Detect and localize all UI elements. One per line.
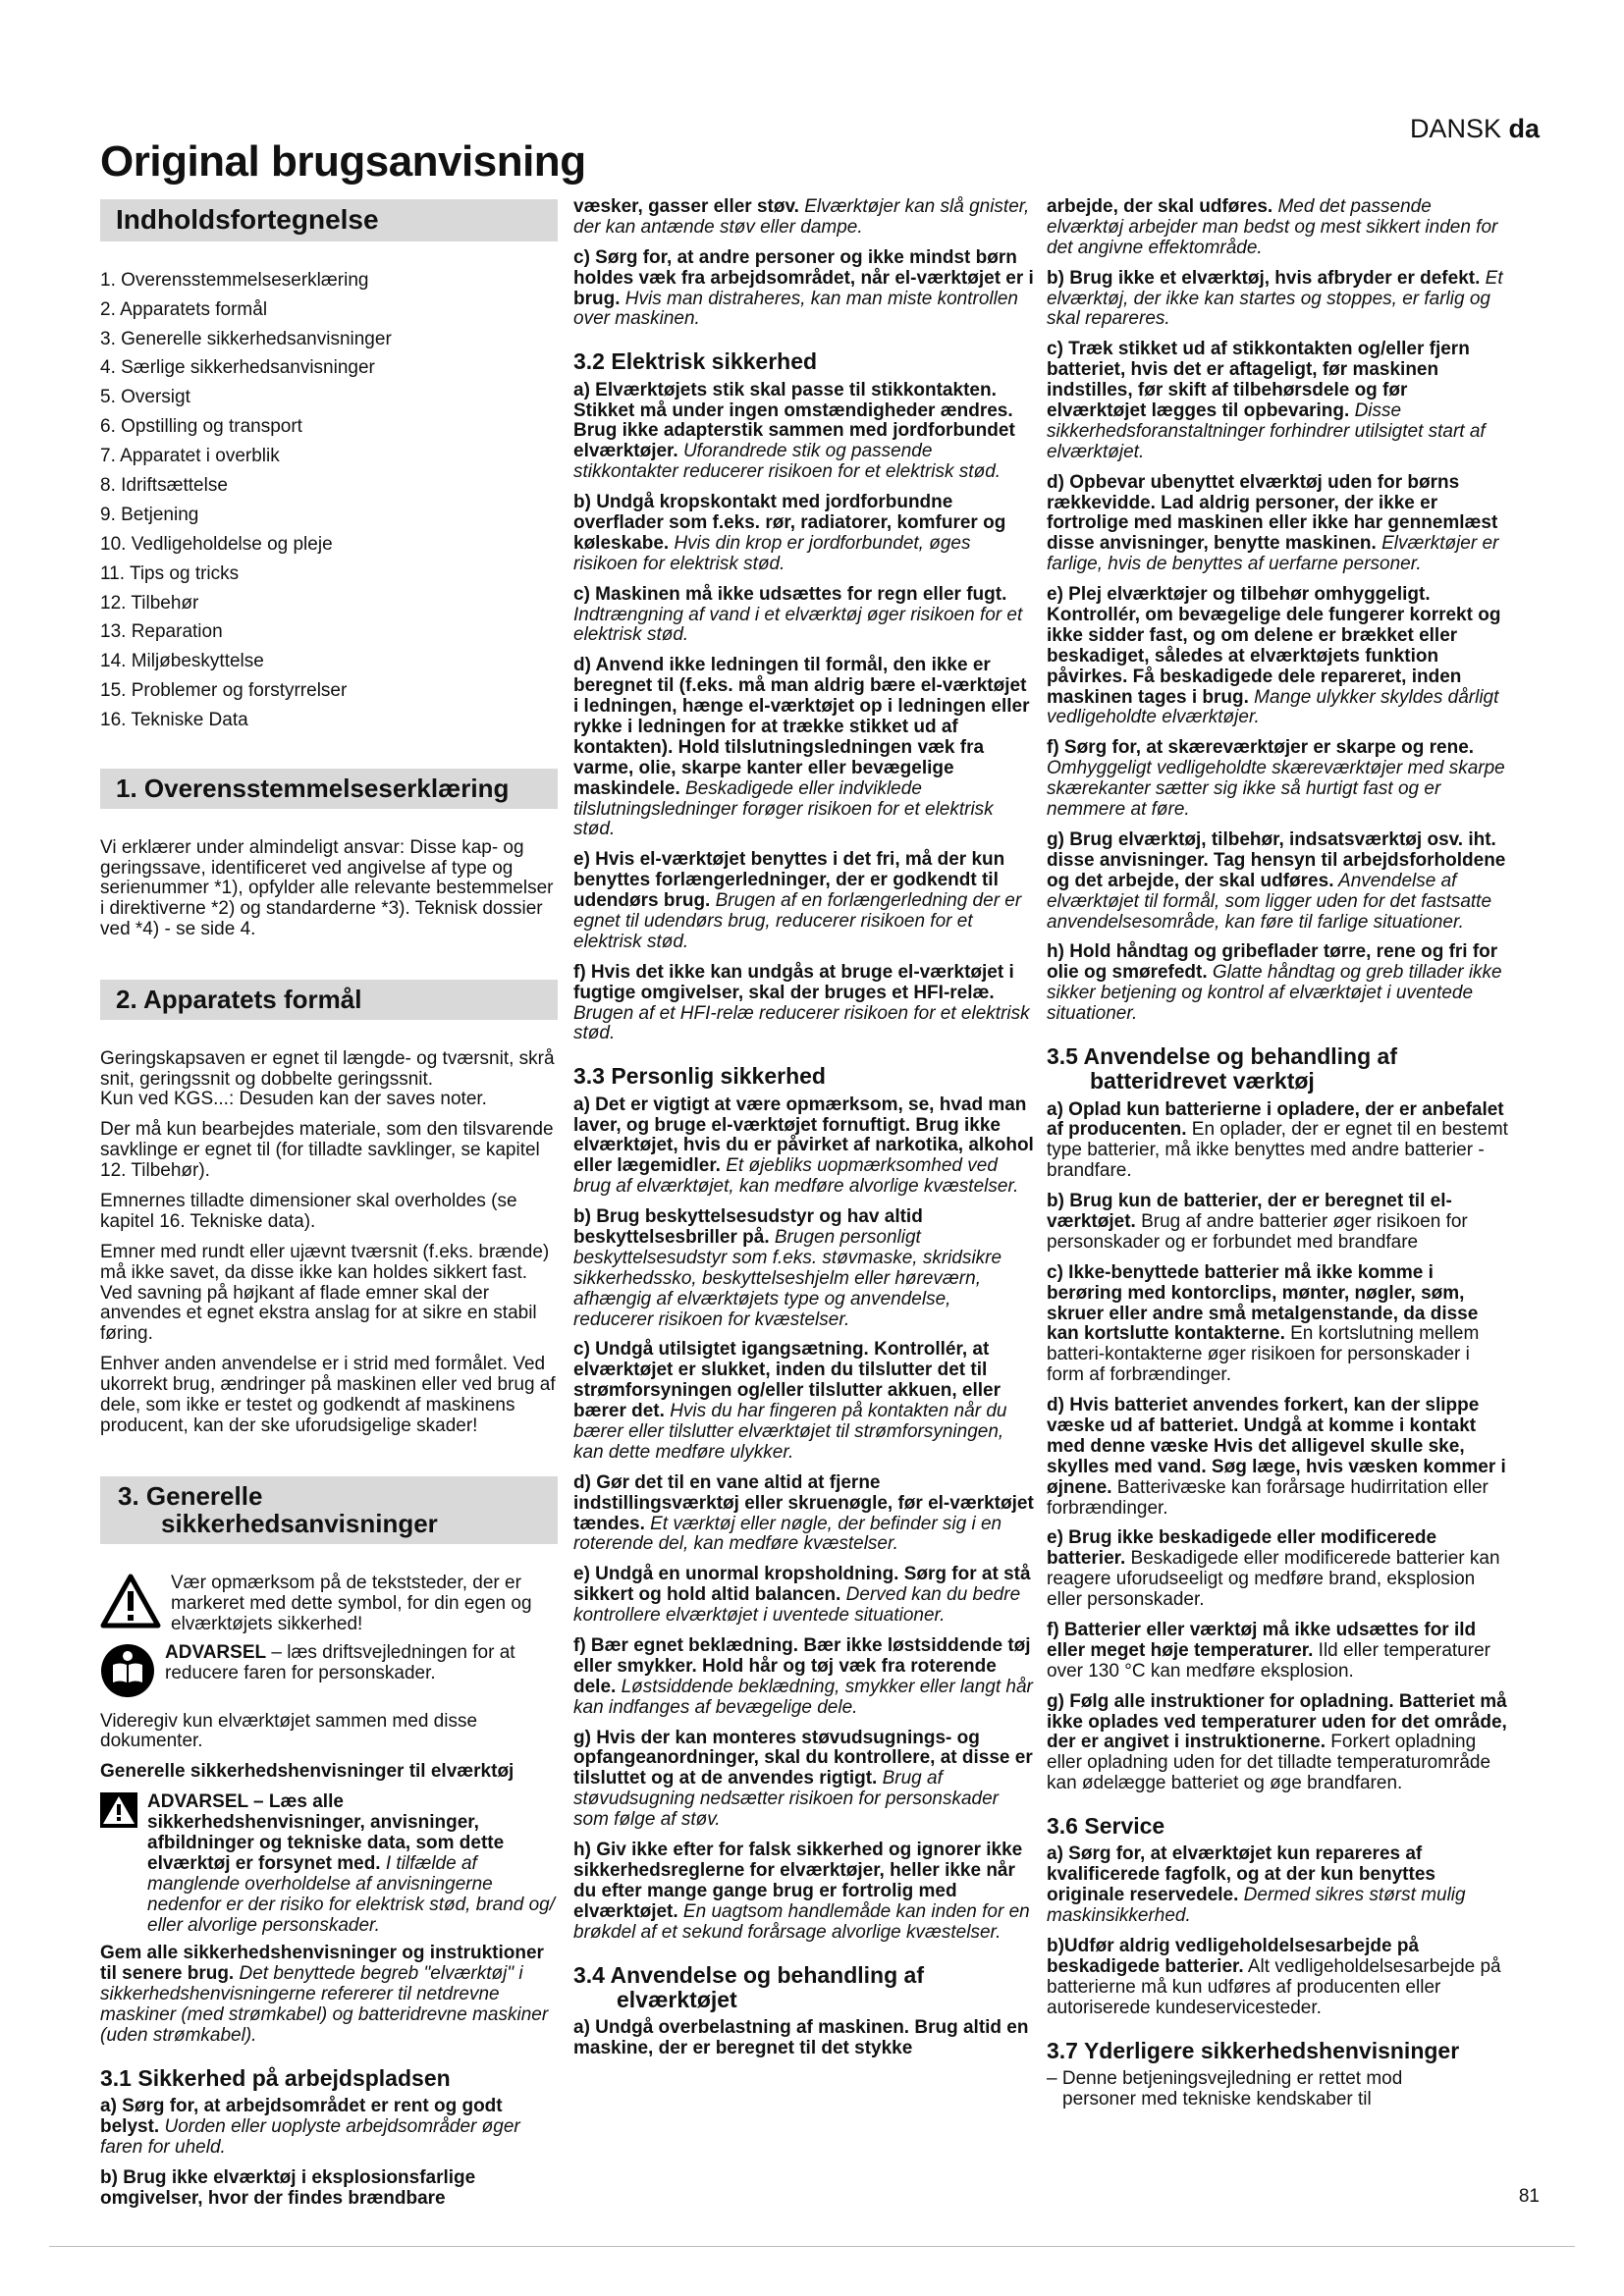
s35-f-bold: f) Batterier eller værktøj må ikke udsættes for ild eller meget høje temperaturer. [1047, 1620, 1477, 1661]
s34-g-bold: g) Brug elværktøj, tilbehør, indsatsværktøj osv. iht. disse anvisninger. Tag hensyn til arbejdsforholdene og det arbejde, der skal udføres. [1047, 828, 1506, 891]
s32-b-bold: b) Undgå kropskontakt med jordforbundne overflader som f.eks. rør, radiatorer, komfurer og køleskabe. [573, 492, 1006, 554]
section-1-heading: 1. Overensstemmelseserklæring [100, 769, 558, 809]
s33-g-italic: Brug af støvudsugning nedsætter risikoen for personskader som følge af støv. [573, 1768, 1000, 1831]
keep-instructions-italic: Det benyttede begreb "elværktøj" i sikkerhedshenvisningerne refererer til netdrevne maskiner (med strømkabel) og batteridrevne maskiner (uden strømkabel). [100, 1963, 549, 2047]
s31-item-c [573, 248, 1035, 331]
s33-item-f [573, 1636, 1035, 1719]
s35-item-c [1047, 1263, 1508, 1386]
s32-item-e [573, 850, 1035, 952]
section-2-heading: 2. Apparatets formål [100, 980, 558, 1020]
toc-item[interactable]: 8. Idriftsættelse [100, 475, 228, 497]
s31-b-bold: b) Brug ikke elværktøj i eksplosionsfarlige omgivelser, hvor der findes brændbare [100, 2166, 476, 2209]
s32-d-italic: Beskadigede eller indviklede tilslutningsledninger forøger risikoen for et elektrisk stød. [573, 777, 994, 840]
s31-item-b [100, 2168, 558, 2210]
section-2-p1b: Kun ved KGS...: Desuden kan der saves noter. [100, 1089, 487, 1110]
section-2-p2: Der må kun bearbejdes materiale, som den tilsvarende savklinge er egnet til (for tilladte savklinger, se kapitel 12. Tilbehør). [100, 1119, 554, 1182]
section-2-p4: Emner med rundt eller ujævnt tværsnit (f.eks. brænde) må ikke savet, da disse ikke kan holdes sikkert fast. Ved savning på højkant af flade emner skal der anvendes et egnet ekstra anslag for at sikre en stabil føring. [100, 1241, 550, 1345]
warning-triangle-icon [100, 1574, 161, 1634]
toc-item[interactable]: 11. Tips og tricks [100, 562, 240, 584]
toc-item[interactable]: 6. Opstilling og transport [100, 416, 302, 438]
s32-f-bold: f) Hvis det ikke kan undgås at bruge el-værktøjet i fugtige omgivelser, skal der bruges et HFI-relæ. [573, 961, 1014, 1003]
s33-a-italic: Et øjebliks uopmærksomhed ved brug af elværktøjet, kan medføre alvorlige kvæstelser. [573, 1155, 1019, 1198]
read-manual-icon [100, 1643, 155, 1704]
s33-f-italic: Løstsiddende beklædning, smykker eller langt hår kan indfanges af bevægelige dele. [573, 1676, 1033, 1718]
keep-instructions [100, 1944, 558, 2046]
s36-a-bold: a) Sørg for, at elværktøjet kun repareres af kvalificerede fagfolk, og at der kun benyttes originale reservedele. [1047, 1843, 1435, 1906]
s35-d-bold: d) Hvis batteriet anvendes forkert, kan der slippe væske ud af batteriet. Undgå at komme i kontakt med denne væske Hvis det alligevel skulle ske, skylles med vand. Søg læge, hvis væsken kommer i øjnene. [1047, 1395, 1506, 1498]
s33-item-b [573, 1207, 1035, 1330]
s32-f-italic: Brugen af et HFI-relæ reducerer risikoen for et elektrisk stød. [573, 1002, 1030, 1044]
warning-read-manual [100, 1643, 558, 1704]
section-3-heading-line2: sikkerhedsanvisninger [161, 1509, 438, 1539]
s34-item-d [1047, 473, 1508, 575]
s34-item-h [1047, 942, 1508, 1025]
s33-item-e [573, 1565, 1035, 1627]
s36-item-a [1047, 1844, 1508, 1927]
s35-a-bold: a) Oplad kun batterierne i opladere, der er anbefalet af producenten. [1047, 1098, 1504, 1141]
toc-item[interactable]: 1. Overensstemmelseserklæring [100, 269, 369, 291]
toc-item[interactable]: 4. Særlige sikkerhedsanvisninger [100, 357, 375, 379]
s33-item-h [573, 1841, 1035, 1943]
warning-triangle-icon [100, 1792, 137, 1834]
toc-list [100, 271, 558, 731]
warning-general-text: Vær opmærksom på de tekststeder, der er markeret med dette symbol, for din egen og elværktøjets sikkerhed! [171, 1573, 532, 1634]
s34-f-bold: f) Sørg for, at skæreværktøjer er skarpe og rene. [1047, 737, 1475, 759]
s34-item-f [1047, 738, 1508, 821]
warning-read-manual-body: – læs driftsvejledningen for at reducere faren for personskader. [165, 1641, 515, 1683]
s33-h-italic: En uagtsom handlemåde kan inden for en brøkdel af et sekund forårsage alvorlige kvæstelser. [573, 1900, 1030, 1943]
s33-b-italic: Brugen personligt beskyttelsesudstyr som f.eks. støvmaske, skridsikre sikkerhedssko, beskyttelseshjelm eller høreværn, afhængig af elværktøjets type og anvendelse, reducerer risikoen for kvæstelser. [573, 1227, 1002, 1330]
s35-item-g [1047, 1692, 1508, 1794]
s32-a-italic: Uforandrede stik og passende stikkontakter reducerer risikoen for et elektrisk stød. [573, 441, 1001, 483]
s34-d-bold: d) Opbevar ubenyttet elværktøj uden for børns rækkevidde. Lad aldrig personer, der ikke er fortrolige med maskinen eller ikke har gennemlæst disse anvisninger, benytte maskinen. [1047, 471, 1498, 555]
s34-a-bold-cont: arbejde, der skal udføres. [1047, 196, 1273, 217]
section-2-p3: Emnernes tilladte dimensioner skal overholdes (se kapitel 16. Tekniske data). [100, 1191, 517, 1232]
s35-e-text: Beskadigede eller modificerede batterier kan reagere uforudseeligt og medføre brand, eksplosion eller personskader. [1047, 1548, 1500, 1611]
s31-a-italic: Uorden eller uoplyste arbejdsområder øger faren for uheld. [100, 2116, 520, 2159]
s34-a-italic: Med det passende elværktøj arbejder man bedst og mest sikkert inden for det angivne effektområde. [1047, 196, 1498, 258]
section-3-2-heading: 3.2 Elektrisk sikkerhed [573, 348, 818, 375]
s35-item-b [1047, 1192, 1508, 1254]
s34-item-a-cont [1047, 197, 1508, 259]
warning-read-all-bold: ADVARSEL – Læs alle sikkerhedshenvisninger, anvisninger, afbildninger og tekniske data, som dette elværktøj er forsynet med. [147, 1791, 505, 1874]
s36-a-italic: Dermed sikres størst mulig maskinsikkerhed. [1047, 1885, 1466, 1927]
s32-b-italic: Hvis din krop er jordforbundet, øges risikoen for elektrisk stød. [573, 532, 971, 574]
s35-e-bold: e) Brug ikke beskadigede eller modificerede batterier. [1047, 1527, 1437, 1570]
s34-h-bold: h) Hold håndtag og gribeflader tørre, rene og fri for olie og smørefedt. [1047, 941, 1498, 984]
s33-c-bold: c) Undgå utilsigtet igangsætning. Kontrollér, at elværktøjet er slukket, inden du tilslutter det til strømforsyningen og/eller tilslutter akkuen, eller bærer det. [573, 1339, 1001, 1422]
s34-c-italic: Disse sikkerhedsforanstaltninger forhindrer utilsigtet start af elværktøjet. [1047, 400, 1486, 462]
s32-e-bold: e) Hvis el-værktøjet benyttes i det fri, må der kun benyttes forlængerledninger, der er godkendt til udendørs brug. [573, 849, 1005, 912]
s33-h-bold: h) Giv ikke efter for falsk sikkerhed og ignorer ikke sikkerhedsreglerne for elværktøjer, heller ikke når du efter mange gange brug er fortrolig med elværktøjet. [573, 1840, 1023, 1922]
toc-item[interactable]: 15. Problemer og forstyrrelser [100, 680, 348, 702]
s34-d-italic: Elværktøjer er farlige, hvis de benyttes af uerfarne personer. [1047, 533, 1499, 575]
s34-e-bold: e) Plej elværktøjer og tilbehør omhyggeligt. Kontrollér, om bevægelige dele fungerer korrekt og ikke sidder fast, og om delene er brækket eller beskadiget, således at elværktøjets funktion påvirkes. Få beskadigede dele repareret, inden maskinen tages i brug. [1047, 584, 1501, 708]
s31-item-a [100, 2097, 558, 2159]
section-3-6-heading: 3.6 Service [1047, 1813, 1165, 1840]
s35-d-text: Batterivæske kan forårsage hudirritation eller forbrændinger. [1047, 1476, 1489, 1519]
s33-item-d [573, 1473, 1035, 1556]
toc-item[interactable]: 5. Oversigt [100, 387, 190, 408]
footer-divider [49, 2246, 1575, 2247]
keep-instructions-bold: Gem alle sikkerhedshenvisninger og instruktioner til senere brug. [100, 1943, 544, 1985]
section-2-p5: Enhver anden anvendelse er i strid med formålet. Ved ukorrekt brug, ændringer på maskinen eller ved brug af dele, som ikke er testet og godkendt af maskinens producent, kan der ske uforudsigelige skader! [100, 1354, 556, 1436]
section-3-1-heading: 3.1 Sikkerhed på arbejdspladsen [100, 2064, 451, 2091]
page-number: 81 [1518, 2186, 1540, 2207]
s35-c-text: En kortslutning mellem batteri-kontakterne øger risikoen for personskader i form af forbrændinger. [1047, 1323, 1480, 1386]
s34-b-italic: Et elværktøj, der ikke kan startes og stoppes, er farlig og skal repareres. [1047, 267, 1503, 330]
s33-e-bold: e) Undgå en unormal kropsholdning. Sørg for at stå sikkert og hold altid balancen. [573, 1564, 1031, 1606]
s37-bullet-line2: personer med tekniske kendskaber til [1062, 2088, 1372, 2109]
s33-e-italic: Derved kan du bedre kontrollere elværktøjet i uventede situationer. [573, 1584, 1021, 1627]
section-1-text: Vi erklærer under almindeligt ansvar: Disse kap- og geringssave, identificeret ved angivelse af type og serienummer *1), opfylder alle relevante bestemmelser i direktiverne *2) og standarderne *3). Teknisk dossier ved *4) - se side 4. [100, 836, 554, 940]
s32-item-c [573, 585, 1035, 647]
section-3-5-heading [1047, 1044, 1508, 1095]
toc-item[interactable]: 10. Vedligeholdelse og pleje [100, 533, 333, 555]
section-3-4-heading [573, 1963, 1035, 2013]
s34-heading-line2: elværktøjet [617, 1986, 737, 2012]
toc-item[interactable]: 12. Tilbehør [100, 592, 199, 614]
pass-on-note: Videregiv kun elværktøjet sammen med disse dokumenter. [100, 1710, 478, 1752]
s31-item-b-cont [573, 197, 1035, 239]
s31-a-bold: a) Sørg for, at arbejdsområdet er rent og godt belyst. [100, 2096, 503, 2138]
s37-bullet-line1: – Denne betjeningsvejledning er rettet mod [1047, 2067, 1403, 2089]
s34-f-italic: Omhyggeligt vedligeholdte skæreværktøjer med skarpe skærekanter sætter sig ikke så hurtigt fast og er nemmere at føre. [1047, 758, 1505, 821]
language-code: da [1508, 114, 1540, 143]
section-3-heading [100, 1476, 558, 1544]
s36-item-b [1047, 1937, 1508, 2019]
s34-c-bold: c) Træk stikket ud af stikkontakten og/eller fjern batteriet, hvis det er aftageligt, før maskinen indstilles, før skift af tilbehørsdele og før elværktøjet lægges til opbevaring. [1047, 339, 1470, 422]
toc-item[interactable]: 13. Reparation [100, 621, 223, 643]
s33-d-italic: Et værktøj eller nøgle, der befinder sig i en roterende del, kan medføre kvæstelser. [573, 1513, 1002, 1555]
language-name: DANSK [1409, 114, 1501, 143]
column-2 [573, 197, 1035, 2069]
s34-h-italic: Glatte håndtag og greb tillader ikke sikker betjening og kontrol af elværktøjet i uventede situationer. [1047, 962, 1502, 1025]
s32-d-bold: d) Anvend ikke ledningen til formål, den ikke er beregnet til (f.eks. må man aldrig bære el-værktøjet i ledningen, hænge el-værktøjet op i ledningen eller rykke i ledningen for at trække stikket ud af kontakten). Hold tilslutningsledningen væk fra varme, olie, skarpe kanter eller bevægelige maskindele. [573, 655, 1030, 799]
s34-g-italic: Anvendelse af elværktøjet til formål, som ligger uden for det fastsatte anvendelsesområde, kan føre til farlige situationer. [1047, 870, 1492, 933]
s32-item-d [573, 656, 1035, 840]
warning-read-all-italic: I tilfælde af manglende overholdelse af anvisningerne nedenfor er der risiko for elektrisk stød, brand og/ eller alvorlige personskader. [147, 1852, 556, 1936]
s35-f-text: Ild eller temperaturer over 130 °C kan medføre eksplosion. [1047, 1639, 1490, 1682]
warning-label: ADVARSEL [165, 1641, 267, 1663]
s32-e-italic: Brugen af en forlængerledning der er egnet til udendørs brug, reducerer risikoen for et elektrisk stød. [573, 890, 1022, 952]
s32-item-f [573, 963, 1035, 1045]
s33-g-bold: g) Hvis der kan monteres støvudsugnings- og opfangeanordninger, skal du kontrollere, at disse er tilsluttet og at de anvendes rigtigt. [573, 1727, 1033, 1789]
s35-item-e [1047, 1528, 1508, 1611]
column-3 [1047, 197, 1508, 2120]
toc-item[interactable]: 14. Miljøbeskyttelse [100, 651, 264, 672]
s34-item-g [1047, 830, 1508, 933]
s34-item-c [1047, 340, 1508, 462]
s35-heading-line2: batteridrevet værktøj [1090, 1068, 1315, 1095]
general-safety-heading: Generelle sikkerhedshenvisninger til elværktøj [100, 1761, 514, 1783]
s34-a-bold: a) Undgå overbelastning af maskinen. Brug altid en maskine, der er beregnet til det stykke [573, 2017, 1029, 2058]
page-title: Original brugsanvisning [100, 137, 586, 186]
s35-g-bold: g) Følg alle instruktioner for opladning. Batteriet må ikke oplades ved temperaturer uden for det område, der er angivet i instruktionerne. [1047, 1690, 1507, 1753]
toc-item[interactable]: 16. Tekniske Data [100, 710, 248, 731]
s32-c-italic: Indtrængning af vand i et elværktøj øger risikoen for et elektrisk stød. [573, 604, 1023, 646]
s33-d-bold: d) Gør det til en vane altid at fjerne indstillingsværktøj eller skruenøgle, før el-værktøjet tændes. [573, 1471, 1034, 1534]
s35-item-a [1047, 1100, 1508, 1183]
s35-a-text: En oplader, der er egnet til en bestemt type batterier, må ikke benyttes med andre batterier - brandfare. [1047, 1119, 1508, 1182]
s33-item-c [573, 1340, 1035, 1463]
s31-c-italic: Hvis man distraheres, kan man miste kontrollen over maskinen. [573, 288, 1018, 330]
s34-item-a [573, 2018, 1035, 2059]
warning-read-all-text [147, 1792, 558, 1936]
s34-item-e [1047, 585, 1508, 728]
s32-item-b [573, 493, 1035, 575]
s35-c-bold: c) Ikke-benyttede batterier må ikke komme i berøring med kontorclips, mønter, nøgler, søm, skruer eller andre små metalgenstande, da disse kan kortslutte kontakterne. [1047, 1261, 1479, 1345]
column-1 [100, 199, 558, 2219]
section-3-3-heading: 3.3 Personlig sikkerhed [573, 1063, 826, 1090]
s33-item-a [573, 1095, 1035, 1198]
s33-a-bold: a) Det er vigtigt at være opmærksom, se, hvad man laver, og bruge el-værktøjet fornuftigt. Brug ikke elværktøjet, hvis du er påvirket af narkotika, alkohol eller lægemidler. [573, 1094, 1034, 1177]
s31-b-italic: Elværktøjer kan slå gnister, der kan antænde støv eller dampe. [573, 196, 1030, 238]
s32-a-bold: a) Elværktøjets stik skal passe til stikkontakten. Stikket må under ingen omstændigheder ændres. Brug ikke adapterstik sammen med jordforbundet elværktøjer. [573, 379, 1015, 462]
s35-item-f [1047, 1621, 1508, 1682]
s33-b-bold: b) Brug beskyttelsesudstyr og hav altid beskyttelsesbriller på. [573, 1206, 923, 1248]
toc-item[interactable]: 7. Apparatet i overblik [100, 446, 280, 467]
toc-item[interactable]: 3. Generelle sikkerhedsanvisninger [100, 328, 392, 349]
language-label [1410, 114, 1540, 144]
s34-heading-line1: 3.4 Anvendelse og behandling af [573, 1961, 924, 1988]
s36-b-bold: b)Udfør aldrig vedligeholdelsesarbejde på beskadigede batterier. [1047, 1936, 1420, 1977]
s33-item-g [573, 1729, 1035, 1831]
section-3-heading-line1: 3. Generelle [118, 1480, 263, 1511]
s33-f-bold: f) Bær egnet beklædning. Bær ikke løstsiddende tøj eller smykker. Hold hår og tøj væk fra roterende dele. [573, 1635, 1031, 1697]
section-2-p1: Geringskapsaven er egnet til længde- og tværsnit, skrå snit, geringssnit og dobbelte geringssnit. [100, 1047, 555, 1090]
toc-heading: Indholdsfortegnelse [100, 199, 558, 241]
warning-general [100, 1574, 558, 1635]
s35-item-d [1047, 1396, 1508, 1519]
toc-item[interactable]: 2. Apparatets formål [100, 298, 268, 320]
s36-b-text: Alt vedligeholdelsesarbejde på batterierne må kun udføres af producenten eller autoriserede kundeservicesteder. [1047, 1955, 1501, 2018]
warning-read-manual-text [165, 1643, 558, 1684]
toc-item[interactable]: 9. Betjening [100, 504, 199, 525]
s35-b-text: Brug af andre batterier øger risikoen for personskader og er forbundet med brandfare [1047, 1211, 1468, 1253]
s32-c-bold: c) Maskinen må ikke udsættes for regn eller fugt. [573, 583, 1007, 605]
s35-b-bold: b) Brug kun de batterier, der er beregnet til el-værktøjet. [1047, 1191, 1452, 1232]
s34-item-b [1047, 269, 1508, 331]
s31-b-bold-cont: væsker, gasser eller støv. [573, 196, 799, 217]
s35-g-text: Forkert opladning eller opladning uden for det tilladte temperaturområde kan ødelægge batteriet og øge brandfaren. [1047, 1732, 1491, 1794]
s31-c-bold: c) Sørg for, at andre personer og ikke mindst børn holdes væk fra arbejdsområdet, når el-værktøjet er i brug. [573, 246, 1034, 309]
s34-e-italic: Mange ulykker skyldes dårligt vedligeholdte elværktøjer. [1047, 686, 1499, 728]
section-3-7-heading: 3.7 Yderligere sikkerhedshenvisninger [1047, 2037, 1460, 2063]
s32-item-a [573, 381, 1035, 483]
s34-b-bold: b) Brug ikke et elværktøj, hvis afbryder er defekt. [1047, 267, 1481, 289]
s33-c-italic: Hvis du har fingeren på kontakten når du bærer eller tilslutter elværktøjet til strømforsyningen, kan dette medføre ulykker. [573, 1401, 1007, 1463]
s35-heading-line1: 3.5 Anvendelse og behandling af [1047, 1042, 1397, 1069]
warning-read-all [100, 1792, 558, 1936]
